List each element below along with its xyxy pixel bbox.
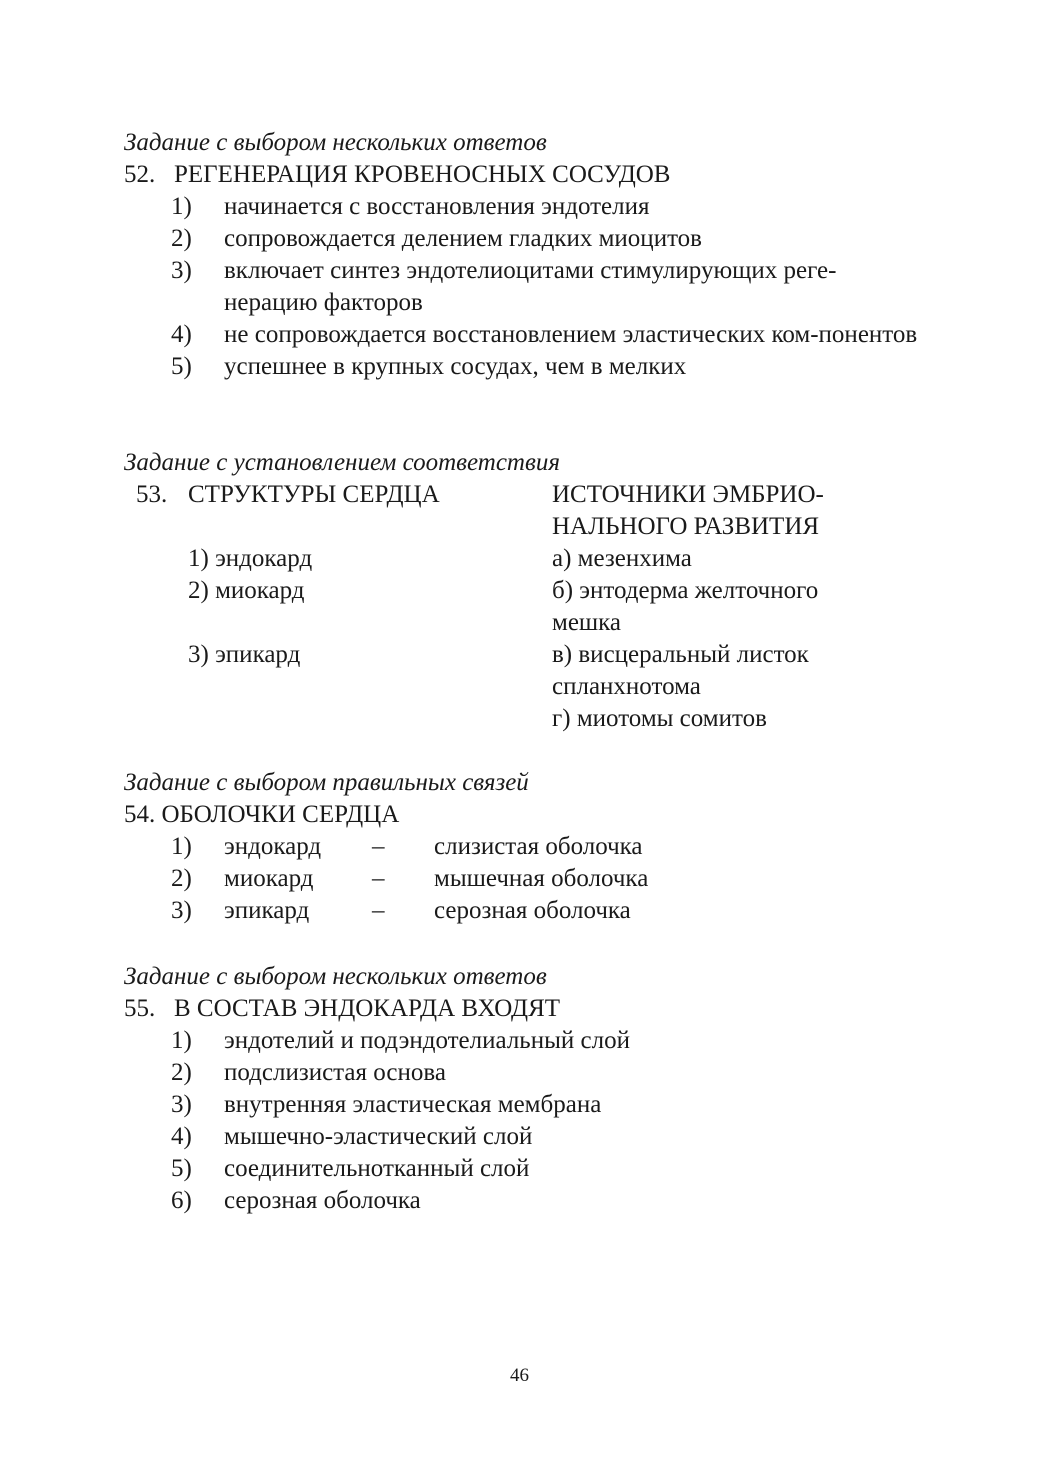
answer-option bbox=[124, 1057, 924, 1089]
row-dash: – bbox=[372, 897, 385, 924]
answer-option bbox=[124, 1025, 924, 1057]
option-number: 3) bbox=[171, 257, 192, 284]
option-number: 1) bbox=[171, 1027, 192, 1054]
task-type-label: Задание с выбором нескольких ответов bbox=[124, 129, 547, 156]
question-number: 53. bbox=[136, 481, 168, 508]
task-55 bbox=[124, 961, 924, 1217]
answer-option bbox=[124, 1185, 924, 1217]
right-item: г) миотомы сомитов bbox=[552, 705, 767, 732]
option-number: 5) bbox=[171, 353, 192, 380]
question-title bbox=[124, 159, 924, 191]
answer-option bbox=[124, 223, 924, 255]
connection-row bbox=[124, 863, 924, 895]
row-number: 3) bbox=[171, 897, 192, 924]
row-term: миокард bbox=[224, 865, 314, 892]
row-dash: – bbox=[372, 865, 385, 892]
answer-option bbox=[124, 255, 924, 319]
connection-row bbox=[124, 831, 924, 863]
right-item: в) висцеральный листок спланхнотома bbox=[552, 641, 809, 700]
option-number: 1) bbox=[171, 193, 192, 220]
left-column-header bbox=[136, 479, 440, 511]
answer-option bbox=[124, 351, 924, 383]
option-number: 2) bbox=[171, 1059, 192, 1086]
option-number: 3) bbox=[171, 1091, 192, 1118]
row-term: эндокард bbox=[224, 833, 322, 860]
right-item: а) мезенхима bbox=[552, 545, 692, 572]
connection-row bbox=[124, 895, 924, 927]
task-53 bbox=[124, 447, 924, 735]
answer-option bbox=[124, 319, 924, 351]
left-item: 1) эндокард bbox=[188, 545, 313, 572]
question-text: В СОСТАВ ЭНДОКАРДА ВХОДЯТ bbox=[174, 995, 561, 1022]
option-number: 4) bbox=[171, 321, 192, 348]
question-title bbox=[124, 993, 924, 1025]
question-number: 55. bbox=[124, 995, 156, 1022]
task-type-label: Задание с выбором нескольких ответов bbox=[124, 963, 547, 990]
answer-option bbox=[124, 191, 924, 223]
row-dash: – bbox=[372, 833, 385, 860]
row-number: 1) bbox=[171, 833, 192, 860]
option-text: начинается с восстановления эндотелия bbox=[224, 193, 650, 220]
option-text: не сопровождается восстановлением эластических ком-понентов bbox=[224, 321, 918, 348]
answer-option bbox=[124, 1153, 924, 1185]
right-column-header: ИСТОЧНИКИ ЭМБРИО-НАЛЬНОГО РАЗВИТИЯ bbox=[552, 481, 824, 540]
task-54 bbox=[124, 767, 924, 927]
task-type-label: Задание с установлением соответствия bbox=[124, 449, 560, 476]
row-number: 2) bbox=[171, 865, 192, 892]
option-text: эндотелий и подэндотелиальный слой bbox=[224, 1027, 630, 1054]
page-number: 46 bbox=[510, 1365, 529, 1386]
left-item: 2) миокард bbox=[188, 577, 305, 604]
left-item: 3) эпикард bbox=[188, 641, 301, 668]
option-number: 2) bbox=[171, 225, 192, 252]
option-text: серозная оболочка bbox=[224, 1187, 421, 1214]
option-number: 4) bbox=[171, 1123, 192, 1150]
answer-option bbox=[124, 1089, 924, 1121]
option-text: мышечно-эластический слой bbox=[224, 1123, 533, 1150]
option-text: внутренняя эластическая мембрана bbox=[224, 1091, 602, 1118]
option-number: 6) bbox=[171, 1187, 192, 1214]
left-header-text: СТРУКТУРЫ СЕРДЦА bbox=[188, 481, 440, 508]
question-number: 52. bbox=[124, 161, 156, 188]
option-text: включает синтез эндотелиоцитами стимулирующих реге-нерацию факторов bbox=[224, 257, 837, 316]
option-text: сопровождается делением гладких миоцитов bbox=[224, 225, 702, 252]
option-text: подслизистая основа bbox=[224, 1059, 446, 1086]
right-item: б) энтодерма желточного мешка bbox=[552, 577, 819, 636]
row-term: эпикард bbox=[224, 897, 310, 924]
row-definition: мышечная оболочка bbox=[434, 865, 649, 892]
task-52 bbox=[124, 127, 924, 383]
option-text: соединительнотканный слой bbox=[224, 1155, 530, 1182]
option-text: успешнее в крупных сосудах, чем в мелких bbox=[224, 353, 687, 380]
answer-option bbox=[124, 1121, 924, 1153]
row-definition: слизистая оболочка bbox=[434, 833, 643, 860]
question-title: 54. ОБОЛОЧКИ СЕРДЦА bbox=[124, 801, 400, 828]
task-type-label: Задание с выбором правильных связей bbox=[124, 769, 529, 796]
option-number: 5) bbox=[171, 1155, 192, 1182]
matching-table bbox=[124, 479, 924, 735]
row-definition: серозная оболочка bbox=[434, 897, 631, 924]
question-text: РЕГЕНЕРАЦИЯ КРОВЕНОСНЫХ СОСУДОВ bbox=[174, 161, 671, 188]
